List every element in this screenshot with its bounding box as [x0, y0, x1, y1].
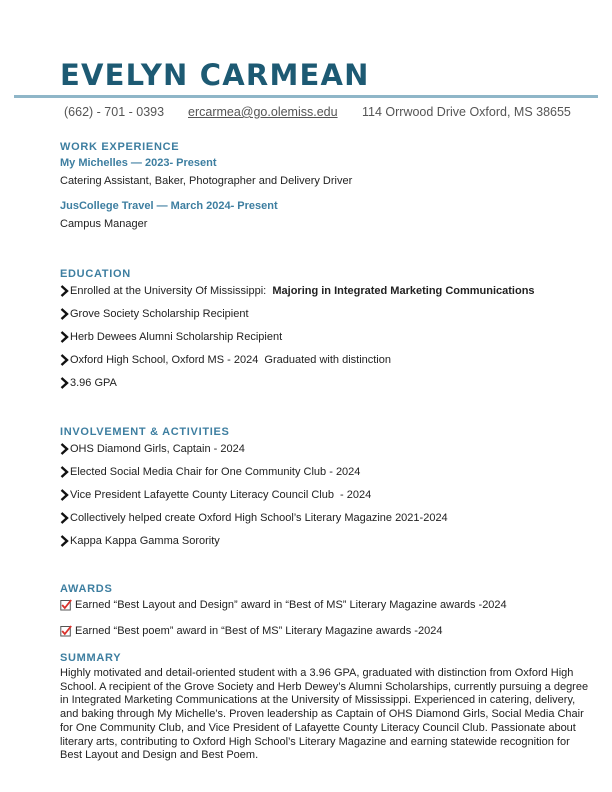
chevron-right-icon	[60, 285, 69, 297]
education-item-text: Herb Dewees Alumni Scholarship Recipient	[70, 331, 283, 343]
involvement-item-text: OHS Diamond Girls, Captain - 2024	[70, 443, 245, 455]
education-item	[60, 308, 249, 320]
involvement-item	[60, 489, 371, 501]
education-item	[60, 285, 535, 297]
phone-number: (662) - 701 - 0393	[64, 105, 165, 119]
chevron-right-icon	[60, 443, 69, 455]
awards-heading: AWARDS	[60, 583, 113, 595]
award-item-text: Earned “Best Layout and Design” award in “Best of MS” Literary Magazine awards -2024	[75, 599, 507, 611]
chevron-right-icon	[60, 489, 69, 501]
checkbox-checked-icon	[60, 625, 72, 637]
education-heading: EDUCATION	[60, 268, 131, 280]
involvement-item	[60, 535, 220, 547]
chevron-right-icon	[60, 354, 69, 366]
education-item-text: Oxford High School, Oxford MS - 2024 Graduated with distinction	[70, 354, 391, 366]
job-role: Campus Manager	[60, 218, 148, 230]
involvement-item	[60, 512, 448, 524]
involvement-item-text: Elected Social Media Chair for One Community Club - 2024	[70, 466, 361, 478]
email-link[interactable]: ercarmea@go.olemiss.edu	[188, 105, 338, 119]
job-title: My Michelles — 2023- Present	[60, 157, 217, 169]
resume-name: EVELYN CARMEAN	[60, 58, 370, 92]
summary-heading: SUMMARY	[60, 652, 122, 664]
education-item-text: Enrolled at the University Of Mississippi:	[70, 285, 273, 297]
chevron-right-icon	[60, 466, 69, 478]
summary-paragraph: Highly motivated and detail-oriented student with a 3.96 GPA, graduated with distinction from Oxford High School. A recipient of the Grove Society and Herb Dewey’s Alumni Scholarships, currently pursuing a degree in Integrated Marketing Communications at the University of Mississippi. Experienced in catering, delivery, and baking through My Michelle’s. Proven leadership as Captain of OHS Diamond Girls, Social Media Chair for One Community Club, and Vice President of Lafayette County Literacy Council Club. Passionate about literary arts, contributing to Oxford High School’s Literary Magazine and earning statewide recognition for Best Layout and Design and Best Poem.	[60, 667, 589, 762]
education-major: Majoring in Integrated Marketing Communications	[272, 285, 535, 297]
chevron-right-icon	[60, 331, 69, 343]
award-item	[60, 599, 507, 611]
chevron-right-icon	[60, 512, 69, 524]
education-item-text: 3.96 GPA	[70, 377, 117, 389]
award-item	[60, 625, 442, 637]
involvement-item	[60, 466, 360, 478]
involvement-item-text: Kappa Kappa Gamma Sorority	[70, 535, 220, 547]
education-item	[60, 377, 117, 389]
address: 114 Orrwood Drive Oxford, MS 38655	[362, 105, 571, 119]
header-divider	[14, 95, 598, 98]
education-item	[60, 354, 391, 366]
job-title: JusCollege Travel — March 2024- Present	[60, 200, 278, 212]
job-role: Catering Assistant, Baker, Photographer and Delivery Driver	[60, 175, 353, 187]
chevron-right-icon	[60, 377, 69, 389]
work-experience-heading: WORK EXPERIENCE	[60, 141, 180, 153]
involvement-heading: INVOLVEMENT & ACTIVITIES	[60, 426, 230, 438]
checkbox-checked-icon	[60, 599, 72, 611]
education-item	[60, 331, 282, 343]
education-item-text: Grove Society Scholarship Recipient	[70, 308, 249, 320]
award-item-text: Earned “Best poem” award in “Best of MS” Literary Magazine awards -2024	[75, 625, 443, 637]
involvement-item-text: Collectively helped create Oxford High School’s Literary Magazine 2021-2024	[70, 512, 448, 524]
chevron-right-icon	[60, 308, 69, 320]
involvement-item	[60, 443, 245, 455]
involvement-item-text: Vice President Lafayette County Literacy Council Club - 2024	[70, 489, 372, 501]
chevron-right-icon	[60, 535, 69, 547]
